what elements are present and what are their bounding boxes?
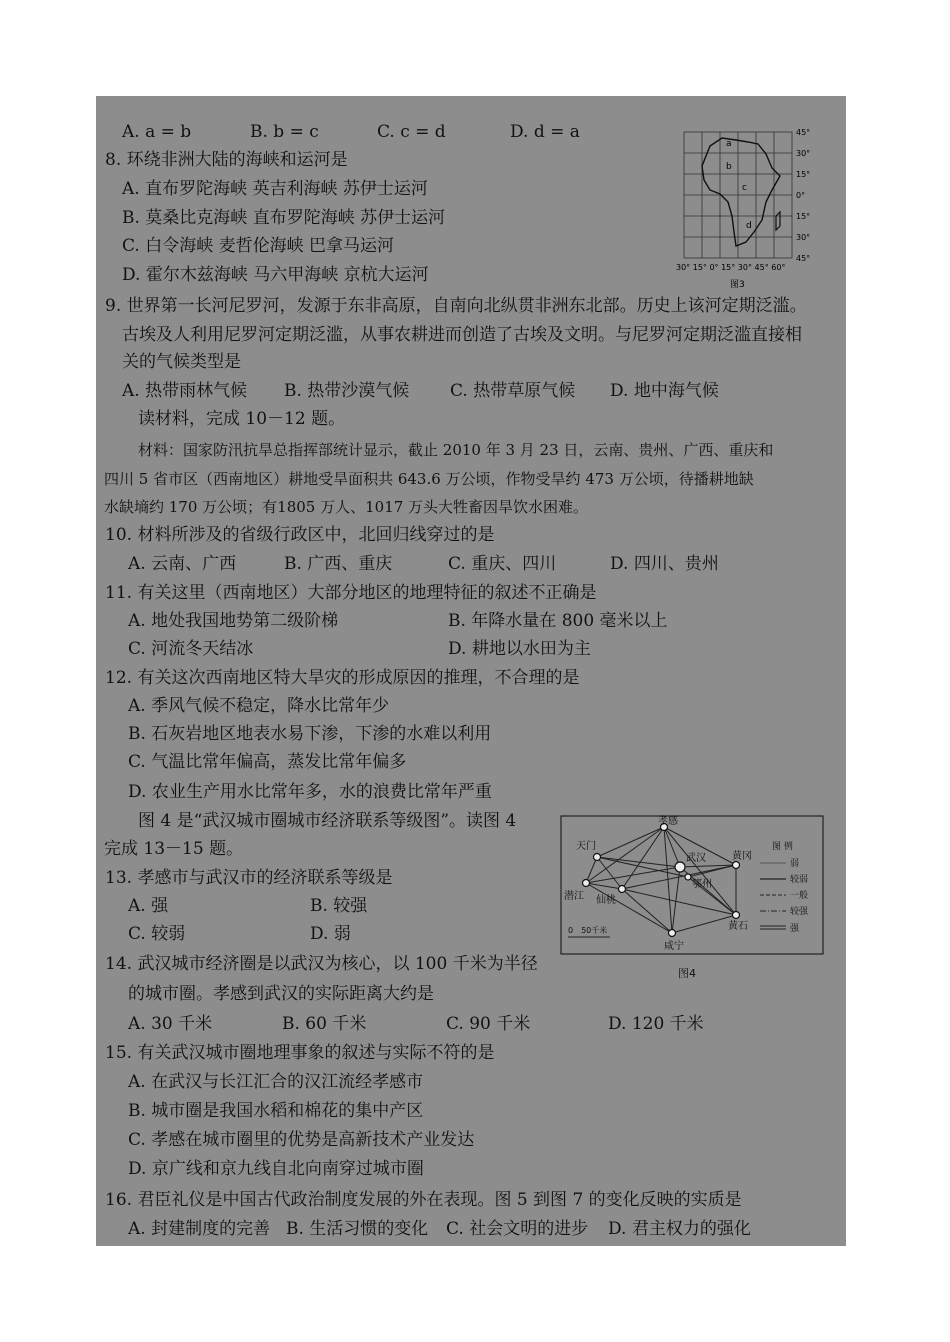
legend-weak: 弱 (790, 859, 800, 869)
q9-option-a: A. 热带雨林气候 (122, 381, 248, 401)
q9-line-3: 关的气候类型是 (122, 352, 241, 372)
q11-option-a: A. 地处我国地势第二级阶梯 (128, 611, 339, 631)
reading-instruction-2b: 完成 13－15 题。 (104, 839, 244, 859)
q11-option-b: B. 年降水量在 800 毫米以上 (448, 611, 668, 631)
q12-stem: 12. 有关这次西南地区特大旱灾的形成原因的推理，不合理的是 (105, 668, 580, 688)
material-line-3: 水缺墒约 170 万公顷；有1805 万人、1017 万头大牲畜因旱饮水困难。 (104, 498, 589, 516)
q15-option-a: A. 在武汉与长江汇合的汉江流经孝感市 (128, 1072, 424, 1092)
lat-label-30n: 30° (796, 149, 811, 158)
q10-option-c: C. 重庆、四川 (448, 554, 557, 574)
city-dot-ezhou (685, 874, 691, 880)
q9-option-b: B. 热带沙漠气候 (284, 381, 410, 401)
q15-option-d: D. 京广线和京九线自北向南穿过城市圈 (128, 1159, 424, 1179)
figure-3-africa-map (676, 124, 826, 290)
q14-option-a: A. 30 千米 (128, 1014, 213, 1034)
q7-option-a: A. a = b (122, 122, 192, 142)
map-point-a: a (726, 139, 732, 149)
q16-stem: 16. 君臣礼仪是中国古代政治制度发展的外在表现。图 5 到图 7 的变化反映的实质是 (105, 1190, 742, 1210)
q15-option-b: B. 城市圈是我国水稻和棉花的集中产区 (128, 1101, 424, 1121)
map-point-d: d (746, 221, 752, 231)
city-dot-huanggang (733, 862, 740, 869)
lat-label-15n: 15° (796, 170, 811, 179)
q14-option-b: B. 60 千米 (282, 1014, 367, 1034)
q16-option-b: B. 生活习惯的变化 (286, 1219, 429, 1239)
q12-option-d: D. 农业生产用水比常年多，水的浪费比常年严重 (128, 782, 492, 802)
q9-option-d: D. 地中海气候 (610, 381, 719, 401)
q12-option-b: B. 石灰岩地区地表水易下渗，下渗的水难以利用 (128, 724, 492, 744)
q8-option-d: D. 霍尔木兹海峡 马六甲海峡 京杭大运河 (122, 265, 429, 285)
reading-instruction-1: 读材料，完成 10－12 题。 (138, 409, 346, 429)
q12-option-a: A. 季风气候不稳定，降水比常年少 (128, 696, 390, 716)
q10-option-a: A. 云南、广西 (128, 554, 237, 574)
city-label-huangshi: 黄石 (728, 921, 748, 932)
map-point-c: c (742, 183, 747, 193)
q7-option-b: B. b = c (250, 122, 319, 142)
q11-option-c: C. 河流冬天结冰 (128, 639, 254, 659)
lat-label-45s: 45° (796, 254, 811, 263)
lat-label-15s: 15° (796, 212, 811, 221)
legend-strong: 强 (790, 924, 800, 934)
q8-option-a: A. 直布罗陀海峡 英吉利海峡 苏伊士运河 (122, 179, 428, 199)
reading-instruction-2a: 图 4 是“武汉城市圈城市经济联系等级图”。读图 4 (138, 811, 517, 831)
q8-option-b: B. 莫桑比克海峡 直布罗陀海峡 苏伊士运河 (122, 208, 446, 228)
city-label-xianning: 咸宁 (664, 941, 684, 952)
city-dot-xianning (669, 930, 676, 937)
q16-option-d: D. 君主权力的强化 (608, 1219, 751, 1239)
figure-3-caption: 图3 (730, 280, 745, 290)
city-label-wuhan: 武汉 (686, 853, 706, 864)
q9-line-1: 9. 世界第一长河尼罗河，发源于东非高原，自南向北纵贯非洲东北部。历史上该河定期泛滥。 (105, 296, 807, 316)
city-dot-wuhan (675, 862, 685, 872)
city-label-ezhou: 鄂州 (692, 879, 712, 890)
q8-option-c: C. 白令海峡 麦哲伦海峡 巴拿马运河 (122, 236, 395, 256)
q14-line-1: 14. 武汉城市经济圈是以武汉为核心，以 100 千米为半径 (105, 954, 538, 974)
q13-option-b: B. 较强 (310, 896, 368, 916)
q7-option-c: C. c = d (377, 122, 446, 142)
city-label-xiantao: 仙桃 (596, 895, 616, 906)
city-dot-xiantao (619, 886, 626, 893)
q16-option-a: A. 封建制度的完善 (128, 1219, 271, 1239)
legend-fairly-strong: 较强 (790, 907, 809, 917)
q14-option-c: C. 90 千米 (446, 1014, 531, 1034)
legend-medium: 一般 (790, 891, 809, 901)
lon-labels: 30° 15° 0° 15° 30° 45° 60° (676, 263, 786, 272)
lat-label-45n: 45° (796, 128, 811, 137)
q14-line-2: 的城市圈。孝感到武汉的实际距离大约是 (128, 984, 434, 1004)
city-dot-huangshi (733, 912, 740, 919)
city-label-xiaogan: 孝感 (658, 816, 678, 827)
q8-stem: 8. 环绕非洲大陆的海峡和运河是 (105, 150, 348, 170)
q11-option-d: D. 耕地以水田为主 (448, 639, 591, 659)
legend-title: 图 例 (772, 842, 793, 852)
q13-option-a: A. 强 (128, 896, 169, 916)
q15-option-c: C. 孝感在城市圈里的优势是高新技术产业发达 (128, 1130, 475, 1150)
material-line-2: 四川 5 省市区（西南地区）耕地受旱面积共 643.6 万公顷，作物受旱约 473 万公顷，待播耕地缺 (104, 470, 754, 488)
q9-option-c: C. 热带草原气候 (450, 381, 576, 401)
city-label-tianmen: 天门 (576, 841, 596, 852)
legend-fairly-weak: 较弱 (790, 875, 809, 885)
city-label-huanggang: 黄冈 (732, 851, 752, 862)
lat-label-30s: 30° (796, 233, 811, 242)
q15-stem: 15. 有关武汉城市圈地理事象的叙述与实际不符的是 (105, 1043, 495, 1063)
q14-option-d: D. 120 千米 (608, 1014, 704, 1034)
q10-stem: 10. 材料所涉及的省级行政区中，北回归线穿过的是 (105, 525, 495, 545)
q13-option-d: D. 弱 (310, 924, 351, 944)
figure-4-wuhan-network (560, 815, 824, 987)
city-dot-qianjiang (583, 880, 590, 887)
lat-label-0: 0° (796, 191, 806, 200)
map-point-b: b (726, 162, 732, 172)
city-label-qianjiang: 潜江 (564, 891, 584, 902)
q16-option-c: C. 社会文明的进步 (446, 1219, 589, 1239)
city-dot-tianmen (594, 854, 601, 861)
q12-option-c: C. 气温比常年偏高，蒸发比常年偏多 (128, 752, 407, 772)
material-line-1: 材料：国家防汛抗旱总指挥部统计显示，截止 2010 年 3 月 23 日，云南、贵州、广西、重庆和 (138, 441, 774, 459)
q13-stem: 13. 孝感市与武汉市的经济联系等级是 (105, 868, 393, 888)
q7-option-d: D. d = a (510, 122, 580, 142)
q13-option-c: C. 较弱 (128, 924, 186, 944)
q10-option-d: D. 四川、贵州 (610, 554, 719, 574)
q11-stem: 11. 有关这里（西南地区）大部分地区的地理特征的叙述不正确是 (105, 583, 597, 603)
q10-option-b: B. 广西、重庆 (284, 554, 393, 574)
map-scale: 0 50千米 (568, 926, 608, 935)
q9-line-2: 古埃及人利用尼罗河定期泛滥，从事农耕进而创造了古埃及文明。与尼罗河定期泛滥直接相 (122, 325, 802, 345)
figure-4-caption: 图4 (678, 967, 696, 980)
